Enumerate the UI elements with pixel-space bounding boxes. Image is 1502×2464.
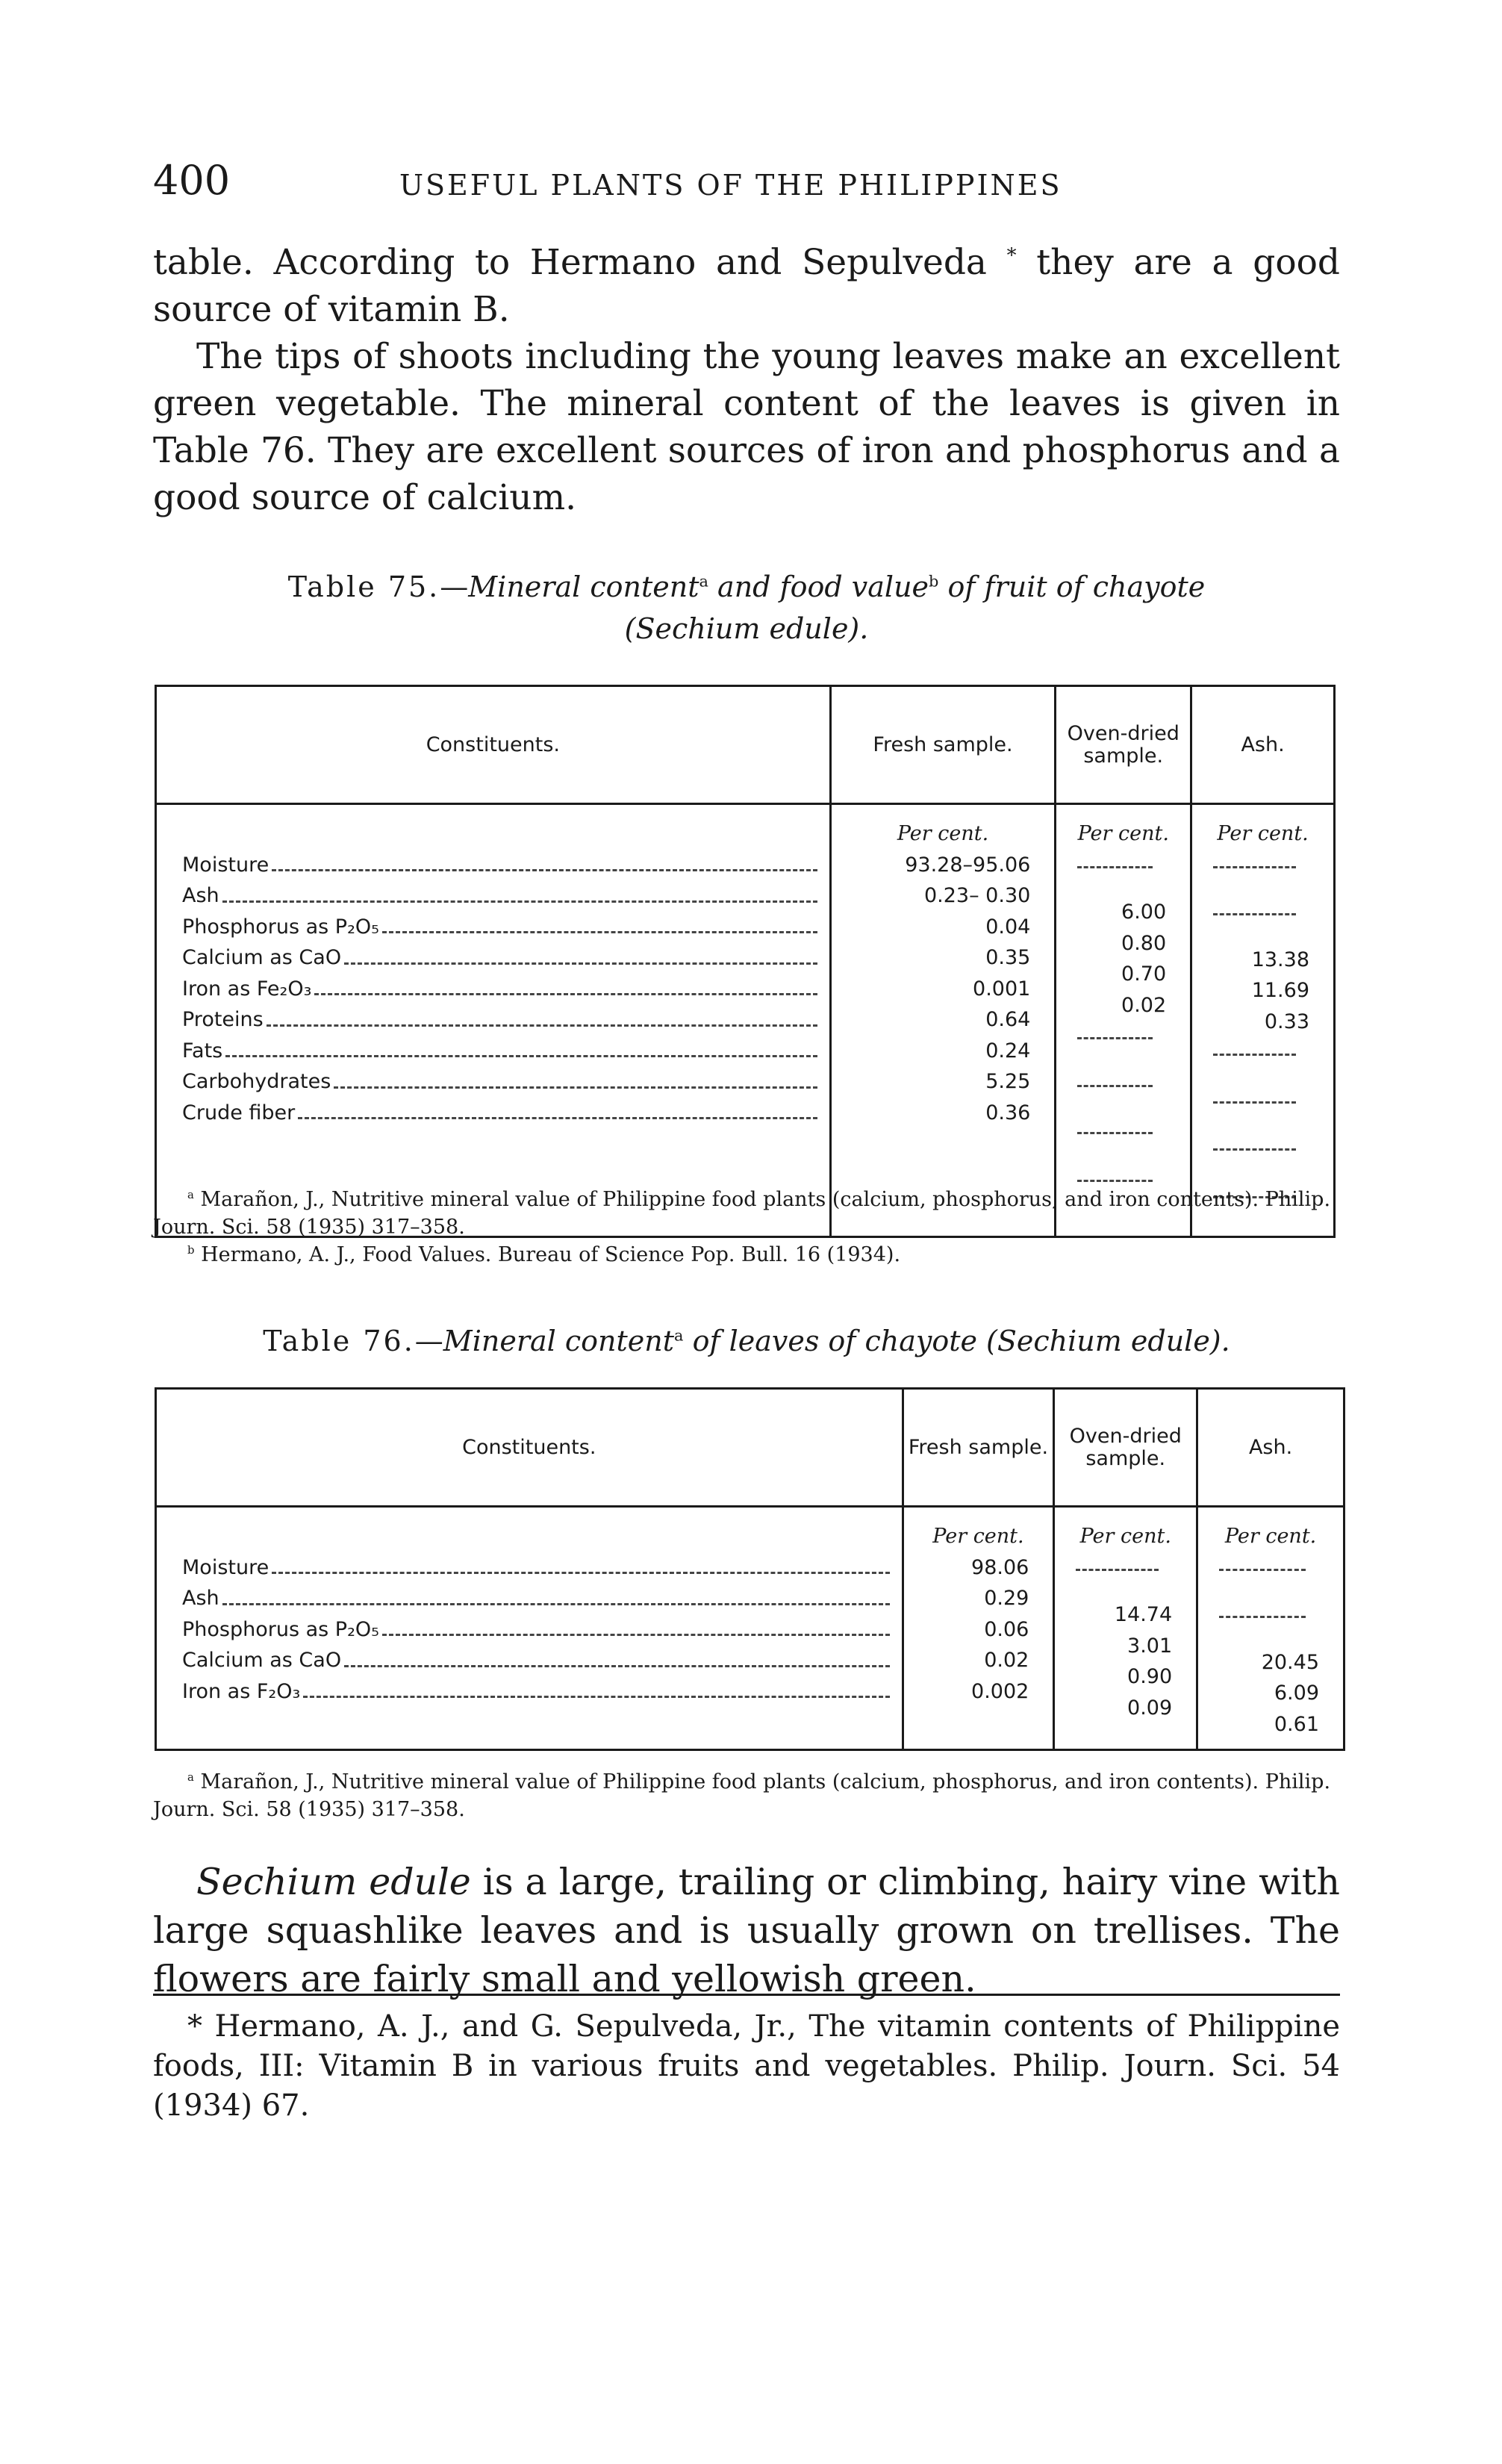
leader-dots <box>303 1696 889 1698</box>
table75-cell-ash <box>1200 1054 1326 1085</box>
table75-cell-fresh: 5.25 <box>985 1070 1031 1093</box>
intro-paragraph-1: table. According to Hermano and Sepulveda * they are a good source of vitamin B. <box>153 242 1340 330</box>
table-75-label: Table 75. <box>287 570 440 603</box>
table76-cell-oven <box>1062 1569 1188 1600</box>
table75-cell-oven <box>1064 1085 1182 1116</box>
table-75-constituent-column <box>156 804 831 1237</box>
empty-cell-dashes <box>1213 913 1296 915</box>
empty-cell-dashes <box>1077 1180 1153 1182</box>
empty-cell-dashes <box>1219 1616 1306 1618</box>
table-76-footnotes <box>153 1768 1340 1823</box>
leader-dots <box>267 1024 817 1027</box>
empty-cell-dashes <box>1213 1148 1296 1151</box>
leader-dots <box>272 1572 889 1574</box>
leader-dots <box>382 931 817 933</box>
table75-row-label: Calcium as CaO <box>182 942 822 974</box>
leader-dots <box>222 1603 890 1605</box>
table75-row-label: Crude fiber <box>182 1098 822 1129</box>
table75-row-label: Ash <box>182 880 822 912</box>
intro-text <box>153 239 1340 521</box>
table76-cell-oven: 0.09 <box>1127 1696 1173 1720</box>
leader-dots <box>344 1665 889 1667</box>
table75-cell-fresh: 0.36 <box>985 1101 1031 1124</box>
empty-cell-dashes <box>1076 1569 1159 1571</box>
table75-cell-fresh: 93.28–95.06 <box>905 853 1031 877</box>
empty-cell-dashes <box>1077 1132 1153 1134</box>
table75-cell-fresh: 0.35 <box>985 946 1031 969</box>
table-76-caption: Table 76.—Mineral content$^a$ of leaves of chayote (Sechium edule). <box>263 1325 1230 1357</box>
empty-cell-dashes <box>1213 1054 1296 1056</box>
table75-cell-ash: 0.33 <box>1264 1009 1309 1033</box>
species-name: Sechium edule <box>196 1861 471 1903</box>
table-75 <box>155 685 1336 1238</box>
table-76-ash-column <box>1197 1507 1344 1750</box>
table76-cell-fresh: 0.02 <box>984 1649 1029 1672</box>
table75-cell-fresh: 0.23– 0.30 <box>923 884 1031 907</box>
empty-cell-dashes <box>1219 1569 1306 1571</box>
table-75-header-oven: Oven-dried sample. <box>1056 686 1191 804</box>
table75-cell-ash <box>1200 866 1326 897</box>
table75-cell-oven <box>1064 1132 1182 1163</box>
table76-cell-oven: 14.74 <box>1114 1603 1173 1626</box>
table76-row-label: Ash <box>182 1583 894 1614</box>
running-title: USEFUL PLANTS OF THE PHILIPPINES <box>399 169 1062 202</box>
table75-cell-oven <box>1064 1037 1182 1068</box>
table-75-footnotes <box>153 1186 1340 1269</box>
table76-cell-oven: 0.90 <box>1127 1665 1173 1688</box>
table75-cell-oven: 0.02 <box>1121 993 1167 1017</box>
table-75-unit-ash: Per cent. <box>1217 822 1309 845</box>
table75-cell-fresh: 0.001 <box>973 977 1031 1001</box>
empty-cell-dashes <box>1077 1037 1153 1039</box>
table-76-footnote-a: $^a$ Marañon, J., Nutritive mineral value of Philippine food plants (calcium, phosphorus, and iron contents). Philip. Journ. Sci. 58 (1935) 317–358. <box>153 1770 1331 1821</box>
table-76-header-fresh: Fresh sample. <box>903 1389 1054 1507</box>
table76-row-label: Calcium as CaO <box>182 1645 894 1676</box>
empty-cell-dashes <box>1213 866 1296 868</box>
table75-row-label: Moisture <box>182 850 822 881</box>
table76-cell-fresh: 0.29 <box>984 1587 1029 1610</box>
table75-cell-oven <box>1064 866 1182 897</box>
table-75-footnote-a: $^a$ Marañon, J., Nutritive mineral value of Philippine food plants (calcium, phosphorus, and iron contents). Philip. Journ. Sci. 58 (1935) 317–358. <box>153 1188 1331 1239</box>
table-76-header-ash: Ash. <box>1197 1389 1344 1507</box>
leader-dots <box>225 1055 817 1057</box>
table-76-constituent-column <box>156 1507 903 1750</box>
running-head <box>153 157 1340 209</box>
empty-cell-dashes <box>1077 1085 1153 1087</box>
table75-cell-fresh: 0.04 <box>985 915 1031 939</box>
leader-dots <box>334 1086 817 1089</box>
table75-row-label: Carbohydrates <box>182 1066 822 1098</box>
table76-cell-ash: 0.61 <box>1274 1712 1319 1736</box>
table75-cell-oven: 0.70 <box>1121 962 1167 986</box>
table-75-header-ash: Ash. <box>1191 686 1335 804</box>
table75-row-label: Fats <box>182 1036 822 1067</box>
table-75-oven-column <box>1056 804 1191 1237</box>
table-76-fresh-column <box>903 1507 1054 1750</box>
table76-cell-fresh: 0.002 <box>971 1679 1029 1703</box>
leader-dots <box>222 900 817 903</box>
table-75-header-fresh: Fresh sample. <box>830 686 1056 804</box>
empty-cell-dashes <box>1077 866 1153 868</box>
table75-row-label: Phosphorus as P₂O₅ <box>182 912 822 943</box>
table-75-fresh-column <box>830 804 1056 1237</box>
table75-cell-ash: 11.69 <box>1251 979 1309 1002</box>
table76-row-label: Moisture <box>182 1552 894 1584</box>
table-75-ash-column <box>1191 804 1335 1237</box>
table76-cell-ash <box>1206 1616 1336 1647</box>
page-footnote-marker: * <box>187 2009 202 2044</box>
table76-row-label: Iron as F₂O₃ <box>182 1676 894 1708</box>
table-76-unit-oven: Per cent. <box>1079 1525 1171 1548</box>
table76-cell-ash: 6.09 <box>1274 1681 1319 1705</box>
table-76-unit-fresh: Per cent. <box>932 1525 1024 1548</box>
table-75-unit-oven: Per cent. <box>1077 822 1169 845</box>
table-76-oven-column <box>1054 1507 1197 1750</box>
leader-dots <box>344 962 817 965</box>
table75-cell-fresh: 0.64 <box>985 1008 1031 1031</box>
table75-row-label: Iron as Fe₂O₃ <box>182 974 822 1005</box>
table75-cell-ash <box>1200 1101 1326 1133</box>
table-75-unit-fresh: Per cent. <box>897 822 989 845</box>
table75-cell-ash: 13.38 <box>1251 948 1309 971</box>
table76-cell-fresh: 0.06 <box>984 1617 1029 1641</box>
table76-cell-ash <box>1206 1569 1336 1600</box>
table-75-caption: Table 75.—Mineral content$^a$ and food value$^b$ of fruit of chayote (Sechium edule). <box>287 570 1206 645</box>
footnote-rule <box>153 1994 1340 1996</box>
table75-cell-oven: 6.00 <box>1121 900 1167 924</box>
table76-cell-oven: 3.01 <box>1127 1634 1173 1658</box>
table75-cell-ash <box>1200 913 1326 945</box>
leader-dots <box>314 993 817 995</box>
table75-row-label: Proteins <box>182 1004 822 1036</box>
table75-cell-ash <box>1200 1148 1326 1180</box>
table75-cell-oven: 0.80 <box>1121 931 1167 955</box>
empty-cell-dashes <box>1213 1101 1296 1104</box>
table-76-header-constituents: Constituents. <box>156 1389 903 1507</box>
species-description: Sechium edule is a large, trailing or climbing, hairy vine with large squashlike leaves and is usually grown on trellises. The flowers are fairly small and yellowish green. <box>153 1861 1340 2000</box>
table-76-label: Table 76. <box>263 1325 415 1357</box>
table75-cell-fresh: 0.24 <box>985 1039 1031 1063</box>
table76-cell-fresh: 98.06 <box>971 1555 1029 1579</box>
leader-dots <box>272 869 817 871</box>
leader-dots <box>298 1117 817 1119</box>
table-75-footnote-b: $^b$ Hermano, A. J., Food Values. Bureau of Science Pop. Bull. 16 (1934). <box>187 1243 901 1266</box>
leader-dots <box>382 1634 890 1636</box>
table-76 <box>155 1387 1345 1751</box>
table-76-header-oven: Oven-dried sample. <box>1054 1389 1197 1507</box>
table76-cell-ash: 20.45 <box>1261 1650 1319 1674</box>
page-number: 400 <box>153 157 231 204</box>
footnote-marker: * <box>1006 244 1017 267</box>
table-75-header-constituents: Constituents. <box>156 686 831 804</box>
page-footnote: * Hermano, A. J., and G. Sepulveda, Jr., The vitamin contents of Philippine foods, III: Vitamin B in various fruits and vegetables. Philip. Journ. Sci. 54 (1934) 67. <box>153 2009 1340 2123</box>
intro-paragraph-2: The tips of shoots including the young leaves make an excellent green vegetable. The mineral content of the leaves is given in Table 76. They are excellent sources of iron and phosphorus and a good source of calcium. <box>153 336 1340 518</box>
table-76-unit-ash: Per cent. <box>1224 1525 1317 1548</box>
table76-row-label: Phosphorus as P₂O₅ <box>182 1614 894 1646</box>
